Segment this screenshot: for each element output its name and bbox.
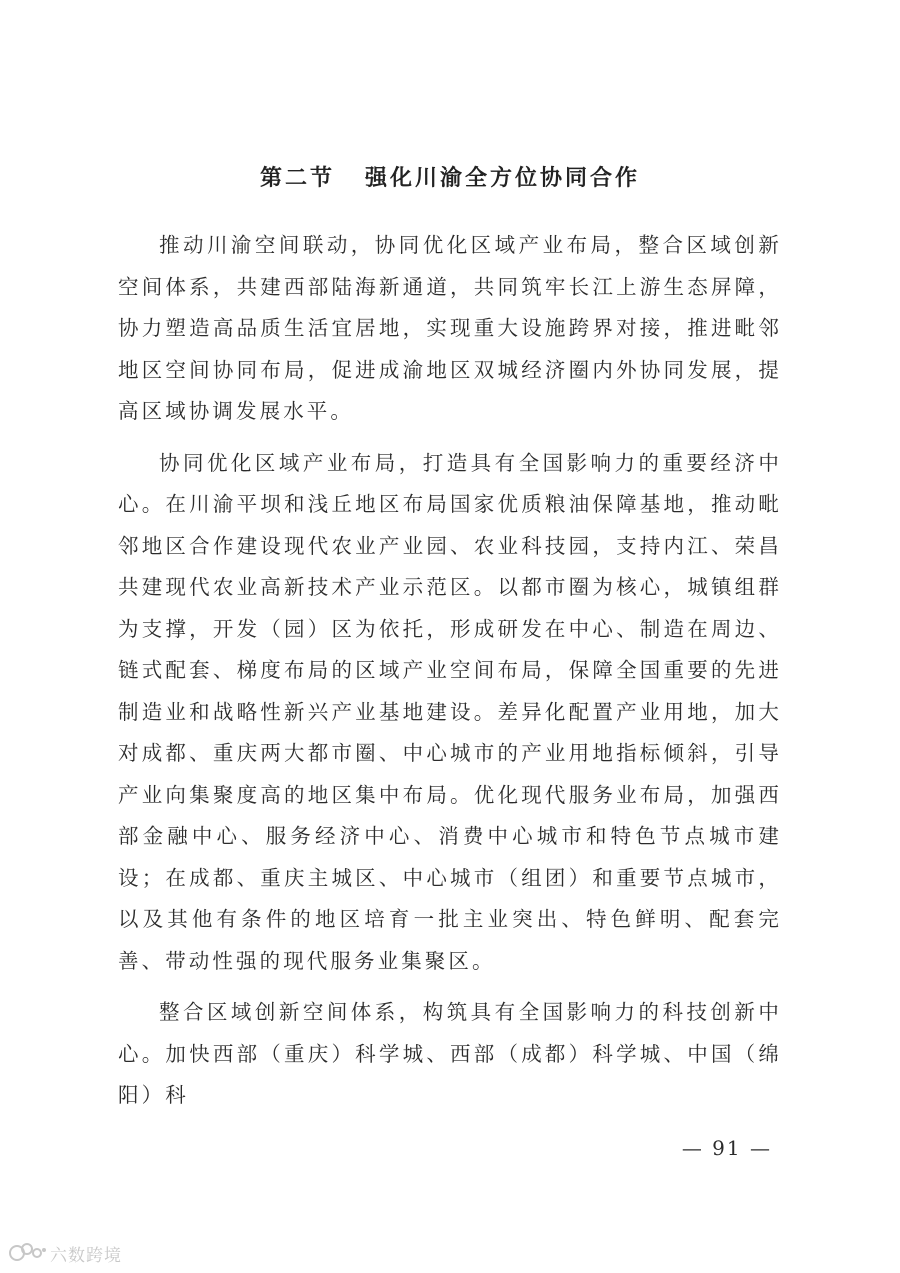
- watermark-logo-icon: [8, 1240, 48, 1266]
- page-number: — 91 —: [681, 1136, 772, 1160]
- paragraph-2: 协同优化区域产业布局，打造具有全国影响力的重要经济中心。在川渝平坝和浅丘地区布局国家优质粮油保障基地，推动毗邻地区合作建设现代农业产业园、农业科技园，支持内江、荣昌共建现代农业高新技术产业示范区。以都市圈为核心，城镇组群为支撑，开发（园）区为依托，形成研发在中心、制造在周边、链式配套、梯度布局的区域产业空间布局，保障全国重要的先进制造业和战略性新兴产业基地建设。差异化配置产业用地，加大对成都、重庆两大都市圈、中心城市的产业用地指标倾斜，引导产业向集聚度高的地区集中布局。优化现代服务业布局，加强西部金融中心、服务经济中心、消费中心城市和特色节点城市建设；在成都、重庆主城区、中心城市（组团）和重要节点城市，以及其他有条件的地区培育一批主业突出、特色鲜明、配套完善、带动性强的现代服务业集聚区。: [118, 450, 782, 973]
- body-text: [118, 225, 782, 1127]
- section-heading: [0, 160, 900, 196]
- paragraph-3: 整合区域创新空间体系，构筑具有全国影响力的科技创新中心。加快西部（重庆）科学城、西部（成都）科学城、中国（绵阳）科: [118, 1000, 782, 1107]
- section-title: 强化川渝全方位协同合作: [365, 165, 641, 191]
- watermark-text: 六数跨境: [50, 1245, 122, 1266]
- watermark: [8, 1238, 122, 1268]
- section-number: 第二节: [259, 165, 335, 191]
- paragraph-1: 推动川渝空间联动，协同优化区域产业布局，整合区域创新空间体系，共建西部陆海新通道，共同筑牢长江上游生态屏障，协力塑造高品质生活宜居地，实现重大设施跨界对接，推进毗邻地区空间协同布局，促进成渝地区双城经济圈内外协同发展，提高区域协调发展水平。: [118, 233, 782, 423]
